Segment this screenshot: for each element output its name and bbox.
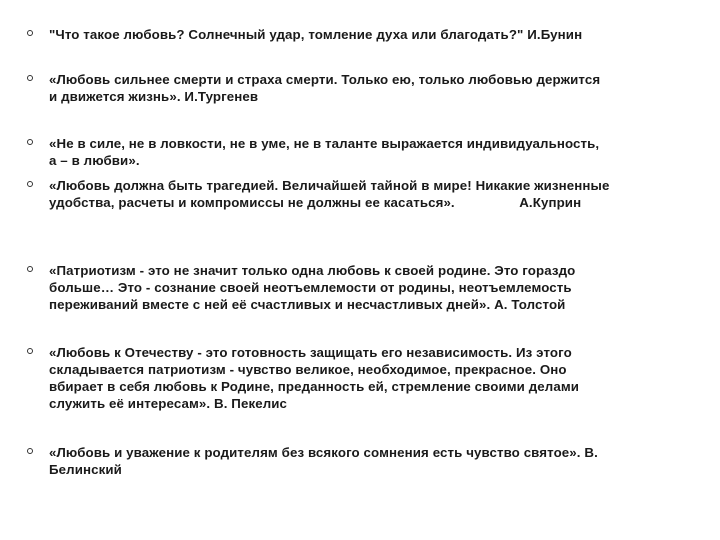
bullet-icon bbox=[27, 181, 33, 187]
bullet-icon bbox=[27, 75, 33, 81]
bullet-icon bbox=[27, 30, 33, 36]
quote-text: «Патриотизм - это не значит только одна любовь к своей родине. Это гораздо больше… Это - сознание своей неотъемлемости от родины, неотъемлемость переживаний вместе с ней её счастливых и несчастливых дней». А. Толстой bbox=[49, 263, 576, 312]
quote-text: «Любовь и уважение к родителям без всякого сомнения есть чувство святое». В. Белинский bbox=[49, 445, 598, 477]
quote-text: «Любовь к Отечеству - это готовность защищать его независимость. Из этого складывается патриотизм - чувство великое, необходимое, прекрасное. Оно вбирает в себя любовь к Родине, преданность ей, стремление своими делами служить её интересам». В. Пекелис bbox=[49, 345, 580, 411]
bullet-icon bbox=[27, 448, 33, 454]
quote-text: "Что такое любовь? Солнечный удар, томление духа или благодать?" И.Бунин bbox=[49, 27, 583, 42]
quote-text: «Любовь должна быть трагедией. Величайшей тайной в мире! Никакие жизненные удобства, расчеты и компромиссы не должны ее касаться». А.Куприн bbox=[49, 178, 610, 210]
quote-text: «Любовь сильнее смерти и страха смерти. Только ею, только любовью держится и движется жизнь». И.Тургенев bbox=[49, 72, 601, 104]
bullet-icon bbox=[27, 139, 33, 145]
bullet-icon bbox=[27, 266, 33, 272]
bullet-icon bbox=[27, 348, 33, 354]
quote-text: «Не в силе, не в ловкости, не в уме, не в таланте выражается индивидуальность, а – в любви». bbox=[49, 136, 600, 168]
